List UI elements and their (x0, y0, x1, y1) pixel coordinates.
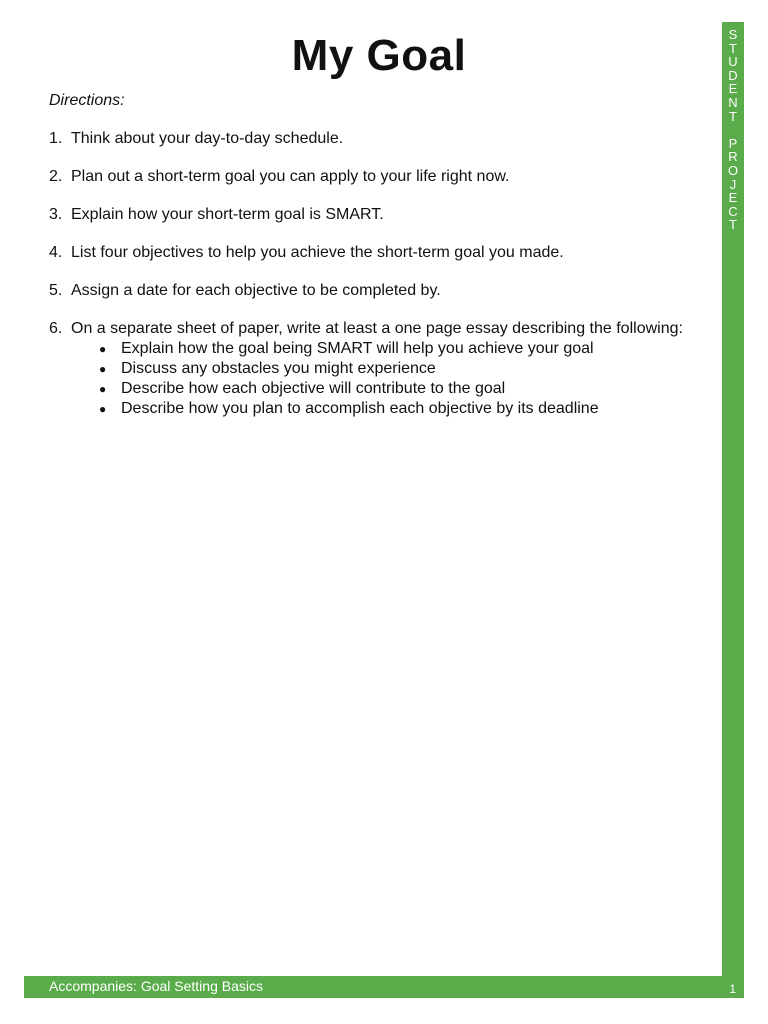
step-item (49, 319, 689, 419)
bullet-icon: ● (99, 362, 107, 376)
step-number: 2. (49, 168, 63, 185)
side-label-gap (722, 123, 744, 137)
side-label-letter: C (728, 203, 738, 219)
footer-band (24, 976, 744, 998)
step-text: List four objectives to help you achieve the short-term goal you made. (71, 244, 564, 261)
step-text: Assign a date for each objective to be completed by. (71, 282, 441, 299)
steps-list (49, 129, 689, 437)
step-number: 5. (49, 282, 63, 299)
essay-point (99, 379, 689, 399)
side-label-letter: T (729, 108, 737, 124)
step-number: 1. (49, 130, 63, 147)
page-number: 1 (729, 982, 736, 996)
footer-accompanies: Accompanies: Goal Setting Basics (49, 978, 263, 994)
side-label-letter: P (728, 135, 738, 151)
side-label-letter: E (728, 190, 738, 206)
directions-label: Directions: (49, 92, 125, 109)
step-item (49, 129, 689, 149)
step-text: Plan out a short-term goal you can apply to your life right now. (71, 168, 510, 185)
side-label-letter: S (728, 27, 738, 42)
bullet-icon: ● (99, 342, 107, 356)
side-label-letter: N (728, 94, 738, 110)
step-item (49, 167, 689, 187)
side-label-letter: D (728, 67, 738, 83)
side-label-letter: T (729, 217, 737, 233)
side-label-letter: R (728, 149, 738, 165)
side-label-letter: T (729, 40, 737, 56)
step-text: On a separate sheet of paper, write at least a one page essay describing the following: (71, 320, 683, 337)
step-item (49, 243, 689, 263)
step-item (49, 281, 689, 301)
step-text: Think about your day-to-day schedule. (71, 130, 344, 147)
essay-point-text: Explain how the goal being SMART will help you achieve your goal (121, 340, 594, 357)
essay-point (99, 399, 689, 419)
bullet-icon: ● (99, 402, 107, 416)
side-label (722, 28, 744, 232)
step-text: Explain how your short-term goal is SMART. (71, 206, 384, 223)
side-label-project (722, 137, 744, 232)
essay-point-text: Discuss any obstacles you might experience (121, 360, 436, 377)
essay-point (99, 339, 689, 359)
step-number: 3. (49, 206, 63, 223)
side-band (722, 22, 744, 998)
side-label-letter: J (729, 176, 737, 192)
step-number: 4. (49, 244, 63, 261)
side-label-letter: O (727, 162, 739, 178)
essay-point (99, 359, 689, 379)
essay-points-list (71, 339, 689, 419)
step-item (49, 205, 689, 225)
essay-point-text: Describe how you plan to accomplish each objective by its deadline (121, 400, 599, 417)
side-label-student (722, 28, 744, 123)
page-title: My Goal (291, 31, 467, 80)
essay-point-text: Describe how each objective will contribute to the goal (121, 380, 506, 397)
side-label-letter: U (728, 54, 738, 70)
bullet-icon: ● (99, 382, 107, 396)
side-label-letter: E (728, 81, 738, 97)
step-number: 6. (49, 320, 63, 337)
